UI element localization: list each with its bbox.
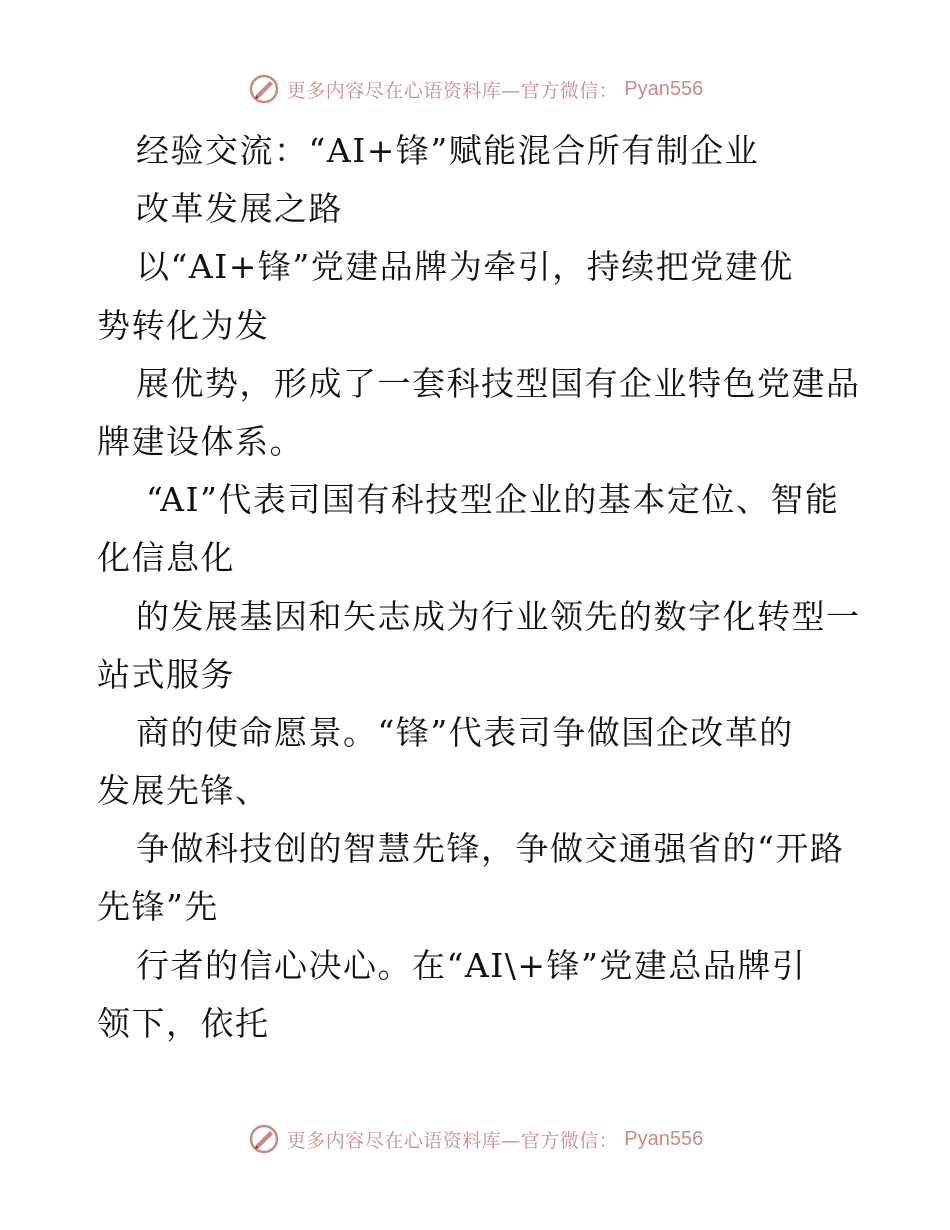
paragraph-line: 的发展基因和矢志成为行业领先的数字化转型一 [136,596,861,636]
watermark-text: 更多内容尽在心语资料库—官方微信： [286,1129,619,1152]
paragraph-line: 先锋”先 [97,887,219,927]
paragraph-line: “AI”代表司国有科技型企业的基本定位、智能 [146,480,840,520]
paragraph-line: 展优势，形成了一套科技型国有企业特色党建品 [136,363,861,403]
title-line-2: 改革发展之路 [136,189,343,229]
paragraph-line: 牌建设体系。 [97,421,304,461]
paragraph-line: 发展先锋、 [97,771,270,811]
document-body [97,122,861,1053]
footer-watermark [0,1122,950,1156]
pen-logo-icon [247,72,281,106]
title-line-1: 经验交流：“AI+锋”赋能混合所有制企业 [136,131,760,170]
paragraph-line: 站式服务 [97,654,235,694]
watermark-text: 更多内容尽在心语资料库—官方微信： [286,79,619,102]
watermark-wechat-id: Pyan556 [624,77,704,100]
paragraph-line: 以“AI+锋”党建品牌为牵引，持续把党建优 [136,247,794,287]
paragraph-line: 争做科技创的智慧先锋，争做交通强省的“开路 [136,829,845,869]
paragraph-line: 化信息化 [97,538,235,578]
paragraph-line: 势转化为发 [97,305,270,345]
paragraph-line: 商的使命愿景。“锋”代表司争做国企改革的 [136,712,794,752]
header-watermark [0,72,950,106]
pen-logo-icon [247,1122,281,1156]
paragraph-line: 行者的信心决心。在“AI\+锋”党建总品牌引 [136,945,807,985]
paragraph-line: 领下，依托 [97,1003,270,1043]
watermark-wechat-id: Pyan556 [624,1127,704,1150]
